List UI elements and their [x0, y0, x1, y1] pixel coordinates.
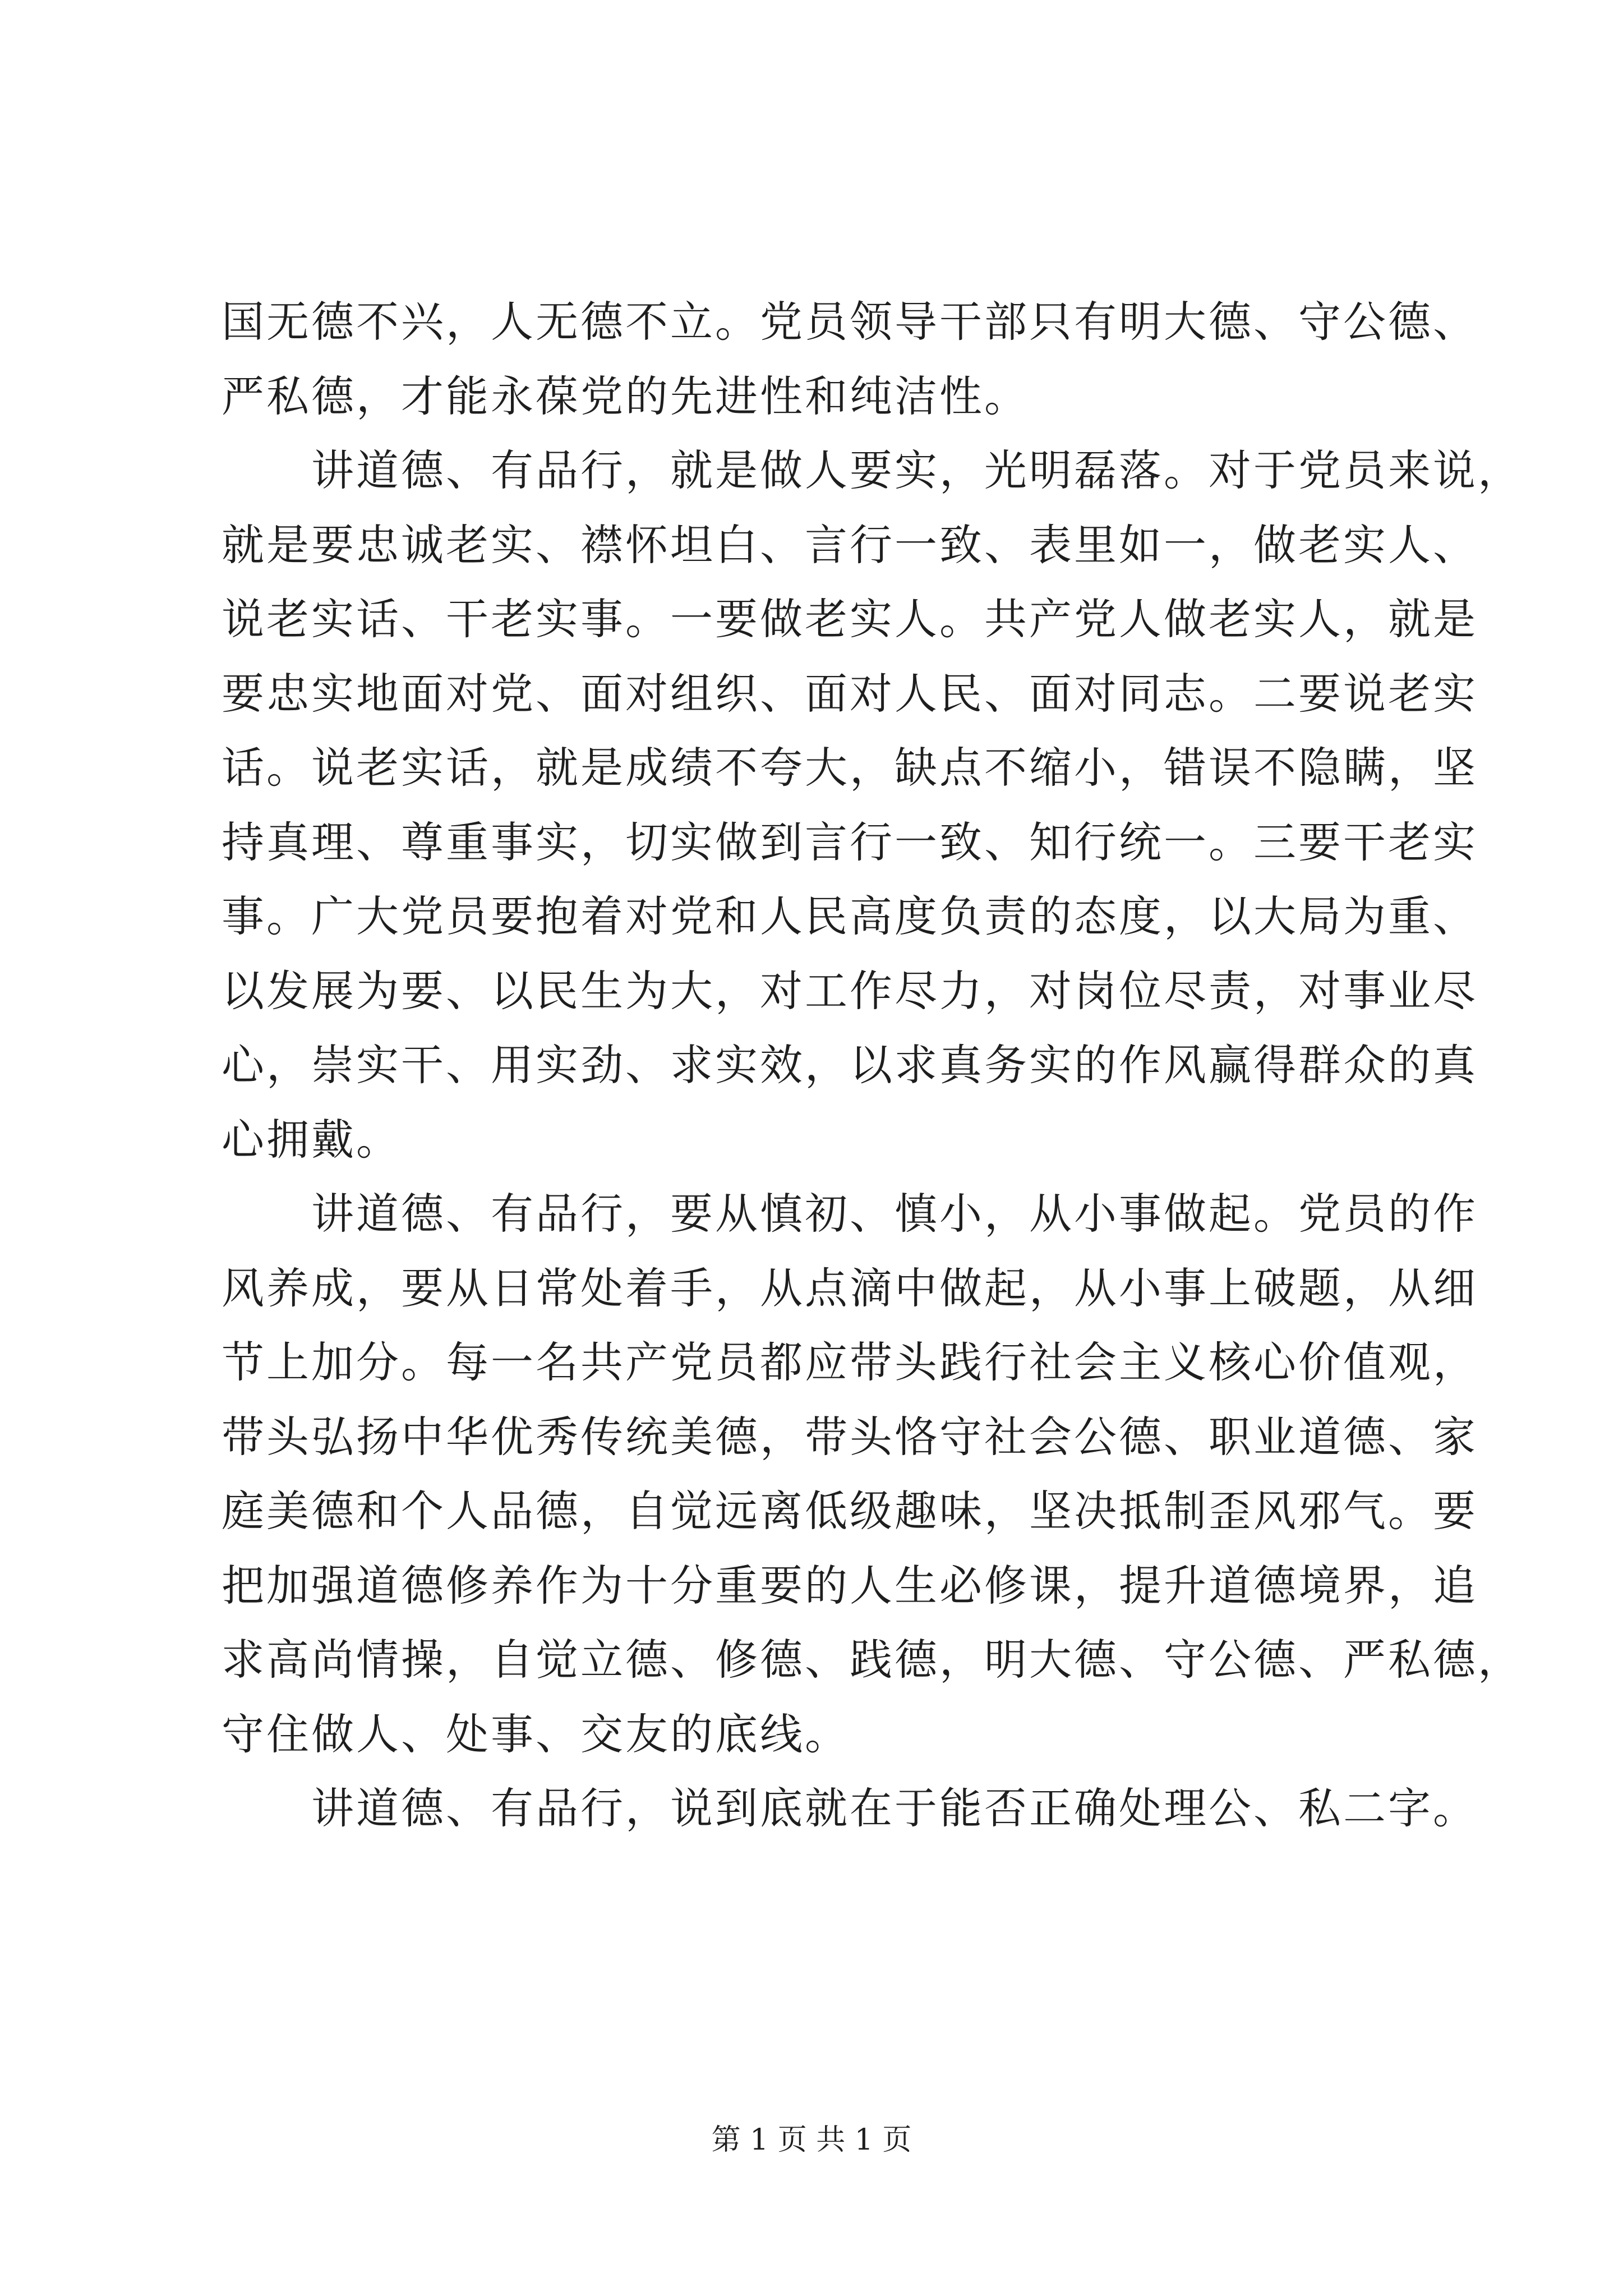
- text-line: 以发展为要、以民生为大，对工作尽力，对岗位尽责，对事业尽: [222, 965, 1478, 1016]
- text-line: 心拥戴。: [222, 1114, 401, 1165]
- text-line: 就是要忠诚老实、襟怀坦白、言行一致、表里如一，做老实人、: [222, 519, 1478, 570]
- text-line: 风养成，要从日常处着手，从点滴中做起，从小事上破题，从细: [222, 1263, 1478, 1313]
- text-line: 说老实话、干老实事。一要做老实人。共产党人做老实人，就是: [222, 594, 1478, 644]
- document-body: [222, 285, 1523, 1846]
- text-line: 事。广大党员要抱着对党和人民高度负责的态度，以大局为重、: [222, 891, 1478, 941]
- text-line: 讲道德、有品行，要从慎初、慎小，从小事做起。党员的作: [311, 1189, 1478, 1239]
- paragraph: [222, 434, 1523, 1177]
- text-line: 讲道德、有品行，就是做人要实，光明磊落。对于党员来说，: [311, 445, 1523, 495]
- text-line: 国无德不兴，人无德不立。党员领导干部只有明大德、守公德、: [222, 297, 1478, 347]
- text-line: 把加强道德修养作为十分重要的人生必修课，提升道德境界，追: [222, 1560, 1478, 1611]
- text-line: 持真理、尊重事实，切实做到言行一致、知行统一。三要干老实: [222, 817, 1478, 867]
- page-number-label: 第 1 页 共 1 页: [711, 2123, 912, 2157]
- text-line: 节上加分。每一名共产党员都应带头践行社会主义核心价值观，: [222, 1337, 1478, 1387]
- text-line: 要忠实地面对党、面对组织、面对人民、面对同志。二要说老实: [222, 668, 1478, 719]
- text-line: 庭美德和个人品德，自觉远离低级趣味，坚决抵制歪风邪气。要: [222, 1486, 1478, 1536]
- paragraph: [222, 1772, 1478, 1846]
- text-line: 守住做人、处事、交友的底线。: [222, 1709, 850, 1759]
- text-line: 带头弘扬中华优秀传统美德，带头恪守社会公德、职业道德、家: [222, 1411, 1478, 1462]
- page-footer: [0, 2120, 1623, 2160]
- text-line: 讲道德、有品行，说到底就在于能否正确处理公、私二字。: [311, 1783, 1478, 1833]
- paragraph: [222, 285, 1478, 434]
- text-line: 求高尚情操，自觉立德、修德、践德，明大德、守公德、严私德，: [222, 1635, 1523, 1685]
- text-line: 严私德，才能永葆党的先进性和纯洁性。: [222, 371, 1029, 421]
- paragraph: [222, 1177, 1523, 1772]
- text-line: 话。说老实话，就是成绩不夸大，缺点不缩小，错误不隐瞒，坚: [222, 743, 1478, 793]
- text-line: 心，崇实干、用实劲、求实效，以求真务实的作风赢得群众的真: [222, 1040, 1478, 1090]
